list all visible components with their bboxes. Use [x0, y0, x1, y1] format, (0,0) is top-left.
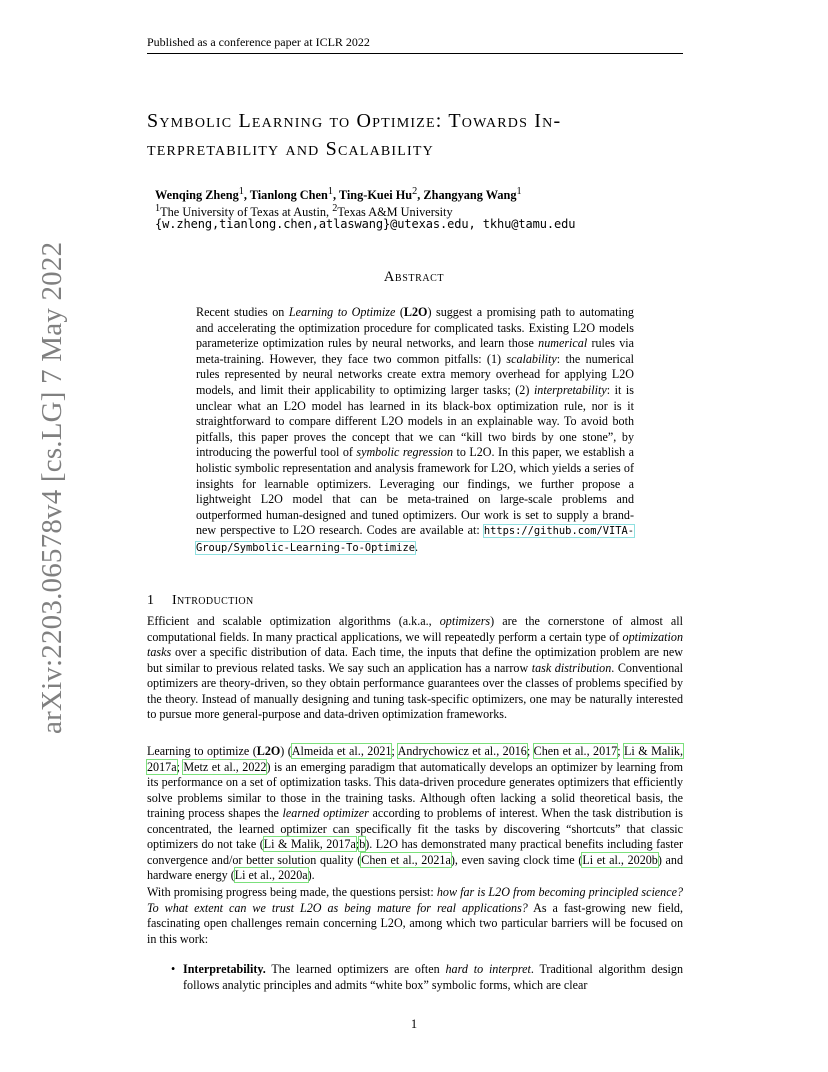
citation-link[interactable]: Li et al., 2020b — [582, 852, 658, 867]
text-run: Efficient and scalable optimization algorithms (a.k.a., — [147, 614, 440, 628]
author-list: Wenqing Zheng$^1$, Tianlong Chen$^1$, Ting-Kuei Hu$^2$, Zhangyang Wang$^1$ — [155, 186, 522, 203]
citation-link[interactable]: Li & Malik, 2017a — [147, 744, 684, 774]
text-run: over a specific distribution of data. Each time, the inputs that define the optimization problem are new but similar to previous related tasks. We say such an application has a narrow — [147, 645, 683, 675]
running-header: Published as a conference paper at ICLR 2022 — [147, 34, 683, 54]
text-run: ; — [355, 837, 360, 851]
abstract-body — [196, 305, 634, 557]
text-run: Recent studies on — [196, 305, 289, 319]
author-sup: 1 — [516, 186, 522, 197]
text-run: The learned optimizers are often — [265, 962, 446, 976]
affil-institution: The University of Texas at Austin, — [160, 205, 333, 220]
citation-link[interactable]: Chen et al., 2021a — [361, 852, 451, 867]
bold-term: L2O — [403, 305, 428, 319]
text-run: : the numerical rules represented by neural networks create extra memory overhead for applying L2O models, and limit their applicability to optimizing larger tasks; (2) — [196, 351, 634, 397]
paper-title — [147, 107, 707, 163]
section-number: 1 — [147, 593, 155, 608]
emphasis: Learning to Optimize — [288, 305, 396, 319]
emphasis: how far is L2O from becoming principled science? To what extent can we trust L2O as being mature for real applications? — [147, 885, 683, 915]
text-run: ) and hardware energy ( — [147, 852, 684, 882]
text-run: ) are the cornerstone of almost all computational fields. In many practical applications, we will repeatedly perform a certain type of — [147, 614, 683, 644]
arxiv-identifier-stamp: arXiv:2203.06578v4 [cs.LG] 7 May 2022 — [36, 241, 68, 734]
author-sup: 1 — [327, 186, 333, 197]
intro-paragraph-1 — [147, 614, 683, 723]
section-heading — [147, 593, 254, 609]
page-number: 1 — [410, 1017, 418, 1031]
citation-link[interactable]: Chen et al., 2017 — [533, 744, 618, 758]
bullet-dot-icon: • — [171, 962, 176, 976]
author-name: Ting-Kuei Hu — [338, 188, 413, 203]
emphasis: symbolic regression — [356, 445, 453, 460]
author-sup: 2 — [412, 186, 418, 197]
text-run: As a fast-growing new field, fascinating open challenges remain concerning L2O, among which two particular barriers will be focused on in this work: — [147, 900, 684, 946]
author-name: Zhangyang Wang — [423, 188, 517, 203]
text-run: to L2O. In this paper, we establish a holistic symbolic representation and analysis framework for L2O, which yields a series of insights for learnable optimizers. Leveraging our findings, we further propose a lightweight L2O model that can be meta-trained on large-scale problems and outperformed human-designed and tuned optimizers. Our work is set to supply a brand-new perspective to L2O research. Codes are available at: — [196, 445, 634, 538]
text-run: ; — [176, 759, 184, 774]
citation-link[interactable]: Almeida et al., 2021 — [291, 744, 392, 758]
text-run: ). — [307, 868, 315, 882]
emphasis: interpretability — [533, 382, 607, 397]
text-run: ) ( — [280, 744, 292, 758]
text-run: according to problems of interest. When the task distribution is concentrated, the learned optimizer can specifically fit the tasks by discovering “shortcuts” that classic optimizers do not take ( — [147, 806, 683, 851]
emphasis: optimizers — [439, 614, 491, 628]
code-repo-link[interactable]: https://github.com/VITA-Group/Symbolic-Learning-To-Optimize — [196, 525, 634, 554]
title-line-1: Symbolic Learning to Optimize: Towards In- — [147, 110, 562, 132]
emphasis: hard to interpret — [445, 962, 531, 976]
author-sup: 1 — [238, 186, 244, 197]
citation-link[interactable]: Metz et al., 2022 — [183, 759, 267, 774]
title-line-2: terpretability and Scalability — [147, 138, 434, 160]
text-run: : it is unclear what an L2O model has learned in its black-box optimization rule, nor is it straightforward to compare different L2O models in an explainable way. To avoid both pitfalls, this paper proves the concept that we can “kill two birds by one stone”, by introducing the powerful tool of — [196, 382, 634, 460]
text-run: ; — [617, 744, 625, 758]
abstract-heading: Abstract — [383, 269, 445, 285]
text-run: . Conventional optimizers are theory-driven, so they obtain performance guarantees over the classes of problems specified by the theory. Instead of manually designing and tuning task-specific optimizers, one may be naturally interested to pursue more general-purpose and data-driven optimization frameworks. — [147, 660, 683, 721]
emphasis: learned optimizer — [282, 806, 369, 820]
text-run: With promising progress being made, the questions persist: — [147, 885, 437, 899]
affil-sup: 1 — [155, 203, 161, 214]
affil-sup: 2 — [332, 203, 338, 214]
text-run: ), even saving clock time ( — [450, 852, 583, 867]
intro-paragraph-3 — [147, 885, 683, 947]
text-run: ) is an emerging paradigm that automatically develops an optimizer by learning from its performance on a set of optimization tasks. This data-driven procedure generates optimizers that efficiently solve problems similar to those in the training tasks. Although often lacking a solid theoretical basis, the training process shapes the — [147, 759, 684, 820]
text-run: ). L2O has demonstrated many practical benefits including faster convergence and/or better solution quality ( — [147, 837, 683, 867]
emphasis: numerical — [538, 336, 588, 351]
intro-paragraph-2 — [147, 744, 683, 884]
section-title: Introduction — [172, 593, 254, 608]
text-run: . Traditional algorithm design follows analytic principles and admits “white box” symbolic forms, which are clear — [183, 962, 683, 992]
text-run: ; — [526, 744, 534, 758]
bold-term: Interpretability. — [183, 962, 266, 976]
text-run: Learning to optimize ( — [147, 744, 257, 758]
citation-link[interactable]: Li & Malik, 2017a — [263, 837, 356, 851]
text-run: rules via meta-training. However, they face two common pitfalls: (1) — [196, 336, 634, 366]
bullet-item-interpretability — [171, 962, 683, 993]
emphasis: optimization tasks — [147, 629, 683, 659]
citation-link[interactable]: b — [359, 837, 366, 851]
author-emails: {w.zheng,tianlong.chen,atlaswang}@utexas.edu, tkhu@tamu.edu — [155, 217, 576, 231]
author-name: Wenqing Zheng — [155, 188, 239, 203]
text-run: ) suggest a promising path to automating and accelerating the optimization procedure for complicated tasks. Existing L2O models parameterize optimization rules by neural networks, and learn those — [196, 305, 634, 351]
affil-institution: Texas A&M University — [337, 205, 453, 220]
emphasis: task distribution — [531, 660, 612, 675]
author-name: Tianlong Chen — [249, 188, 328, 203]
text-run: . — [414, 539, 418, 554]
citation-link[interactable]: Andrychowicz et al., 2016 — [397, 744, 527, 758]
emphasis: scalability — [506, 351, 557, 366]
bold-term: L2O — [256, 744, 281, 758]
text-run: ; — [391, 744, 398, 758]
citation-link[interactable]: Li et al., 2020a — [234, 868, 308, 882]
text-run: ( — [395, 305, 404, 319]
